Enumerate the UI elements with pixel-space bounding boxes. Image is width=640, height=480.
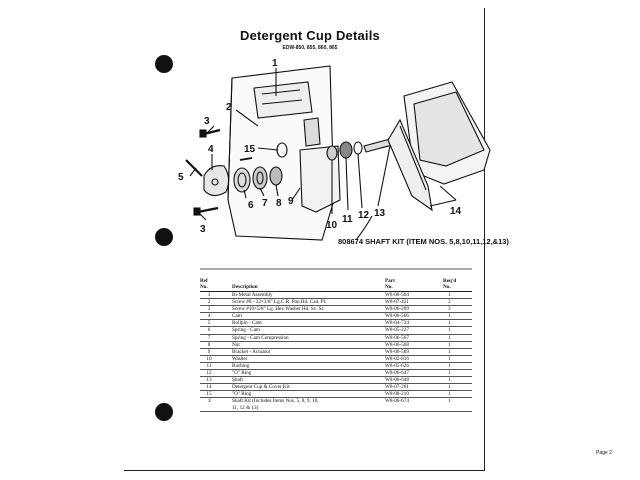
callout-9: 9 [288,196,294,207]
table-row: 1 Bi-Metal Assembly W8-06-564 1 [200,292,472,299]
callout-13: 13 [374,208,386,219]
table-row: 11 Bushing W8-05-626 1 [200,363,472,370]
callout-3b: 3 [200,224,206,235]
table-row: 7 Spring - Cam Compression W8-06-567 1 [200,335,472,342]
rollpin [186,160,202,176]
header-ref: Ref No. [200,277,208,290]
screw-bottom [198,208,218,212]
table-row: 4 Cam W8-06-566 1 [200,313,472,320]
callout-12: 12 [358,210,370,221]
cam [204,166,229,196]
table-row: 5 Rollpin - Cam W8-04-734 1 [200,320,472,327]
callout-8: 8 [276,198,282,209]
shaft-kit-label: 808674 SHAFT KIT (ITEM NOS. 5,8,10,11,12,&13) [338,237,509,246]
bushing [340,142,352,158]
table-row: 9 Bracket - Actuator W8-06-569 1 [200,349,472,356]
table-row: 1̸ Shaft Kit (Includes Items Nos. 5, 8, 9, 10, 11, 12 & 13) W8-06-674 1 [200,398,472,412]
washer [327,146,337,160]
header-part: Part No. [385,277,395,290]
page-title: Detergent Cup Details [239,28,380,43]
table-row: 15 "O" Ring W8-08-210 1 [200,391,472,398]
callout-2: 2 [226,102,232,113]
callout-6: 6 [248,200,254,211]
callout-11: 11 [342,214,353,225]
callout-1: 1 [272,58,278,69]
callout-4: 4 [208,144,214,155]
callout-14: 14 [450,206,462,217]
callout-15: 15 [244,144,256,155]
nut [270,167,282,185]
callout-5: 5 [178,172,184,183]
table-row: 6 Spring - Cam W8-05-227 1 [200,327,472,334]
model-numbers: EDW-850, 855, 860, 865 [282,45,338,51]
callout-3: 3 [204,116,210,127]
table-row: 3 Screw #10×5/8" Lg. Hex Washer Hd. Sc. St. W8-06-209 3 [200,306,472,313]
callout-7: 7 [262,198,268,209]
table-row: 2 Screw #8 - 32×3/8" Lg.C.R. Pan Hd. Cad. Pl. W8-07-421 2 [200,299,472,306]
page-number: Page 2 [596,450,612,456]
compression-spring [253,167,267,189]
table-row: 8 Nut W8-06-568 1 [200,342,472,349]
header-req: Req'd No. [443,277,457,290]
header-description: Description [232,283,258,290]
callout-10: 10 [326,220,338,231]
table-row: 10 Washer W8-02-816 1 [200,356,472,363]
bimetal-assembly [254,82,312,118]
table-row: 12 "O" Ring W8-06-647 1 [200,370,472,377]
table-row: 13 Shaft W8-06-648 1 [200,377,472,384]
table-row: 14 Detergent Cup & Cover Kit W8-07-261 1 [200,384,472,391]
o-ring-12 [354,142,362,154]
table-header [200,272,472,290]
parts-table [200,272,472,412]
cam-spring [234,168,250,192]
